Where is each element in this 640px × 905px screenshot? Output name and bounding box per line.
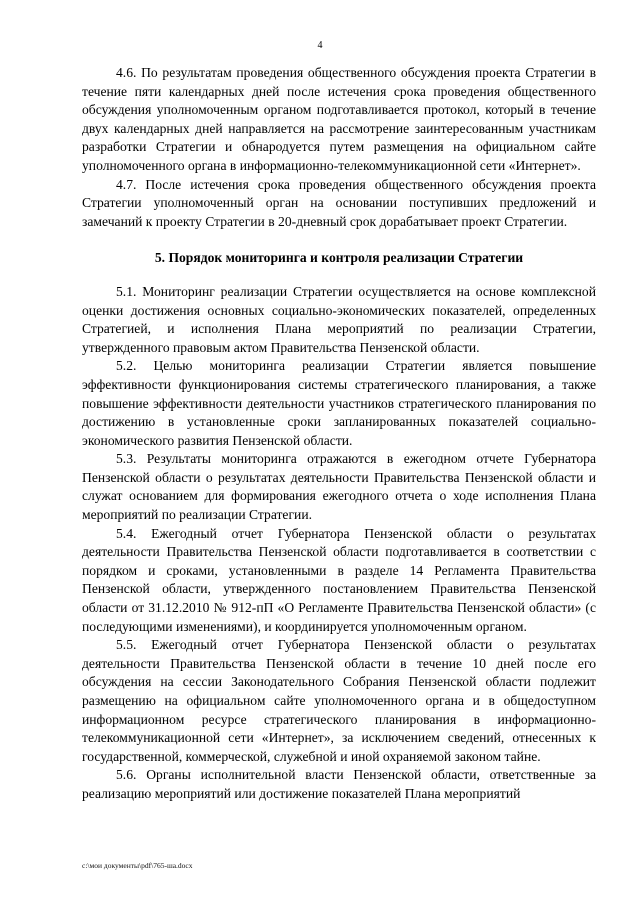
paragraph-4-7: 4.7. После истечения срока проведения общественного обсуждения проекта Стратегии уполномоченный орган на основании поступивших предложений и замечаний к проекту Стратегии в 20-дневный срок дорабатывает проект Стратегии. (82, 176, 596, 229)
paragraph-5-6: 5.6. Органы исполнительной власти Пензенской области, ответственные за реализацию мероприятий или достижение показателей Плана мероприятий (82, 767, 596, 801)
paragraph-4-6: 4.6. По результатам проведения общественного обсуждения проекта Стратегии в течение пяти календарных дней после истечения срока проведения общественного обсуждения уполномоченным органом подготавливается протокол, который в течение двух календарных дней направляется на рассмотрение заинтересованным участникам разработки Стратегии и обнародуется путем размещения на официальном сайте уполномоченного органа в информационно-телекоммуникационной сети «Интернет». (82, 65, 596, 173)
footer-file-path: c:\мои документы\pdf\765-ша.docx (82, 861, 193, 870)
section-heading: 5. Порядок мониторинга и контроля реализации Стратегии (154, 250, 524, 266)
paragraph-5-5: 5.5. Ежегодный отчет Губернатора Пензенской области о результатах деятельности Правительства Пензенской области в течение 10 дней после его обсуждения на сессии Законодательного Собрания Пензенской области подлежит размещению на официальном сайте уполномоченного органа и в общедоступном информационном ресурсе стратегического планирования в информационно-телекоммуникационной сети «Интернет», за исключением сведений, отнесенных к государственной, коммерческой, служебной и иной охраняемой законом тайне. (82, 637, 596, 764)
document-body (82, 64, 596, 804)
paragraph-5-4: 5.4. Ежегодный отчет Губернатора Пензенской области о результатах деятельности Правительства Пензенской области подготавливается в соответствии с порядком и сроками, установленными в разделе 14 Регламента Правительства Пензенской области, утвержденного постановлением Правительства Пензенской области от 31.12.2010 № 912-пП «О Регламенте Правительства Пензенской области» (с последующими изменениями), и координируется уполномоченным органом. (82, 525, 596, 634)
paragraph-5-1: 5.1. Мониторинг реализации Стратегии осуществляется на основе комплексной оценки достижения основных социально-экономических показателей, определенных Стратегией, и исполнения Плана мероприятий по реализации Стратегии, утвержденного правовым актом Правительства Пензенской области. (82, 283, 596, 355)
paragraph-5-2: 5.2. Целью мониторинга реализации Стратегии является повышение эффективности функционирования системы стратегического планирования, а также повышение эффективности деятельности участников стратегического планирования по достижению в установленные сроки запланированных показателей социально-экономического развития Пензенской области. (82, 358, 596, 448)
paragraph-5-3: 5.3. Результаты мониторинга отражаются в ежегодном отчете Губернатора Пензенской области о результатах деятельности Правительства Пензенской области и служат основанием для формирования ежегодного отчета о ходе исполнения Плана мероприятий по реализации Стратегии. (82, 451, 596, 523)
page-number: 4 (317, 40, 323, 51)
